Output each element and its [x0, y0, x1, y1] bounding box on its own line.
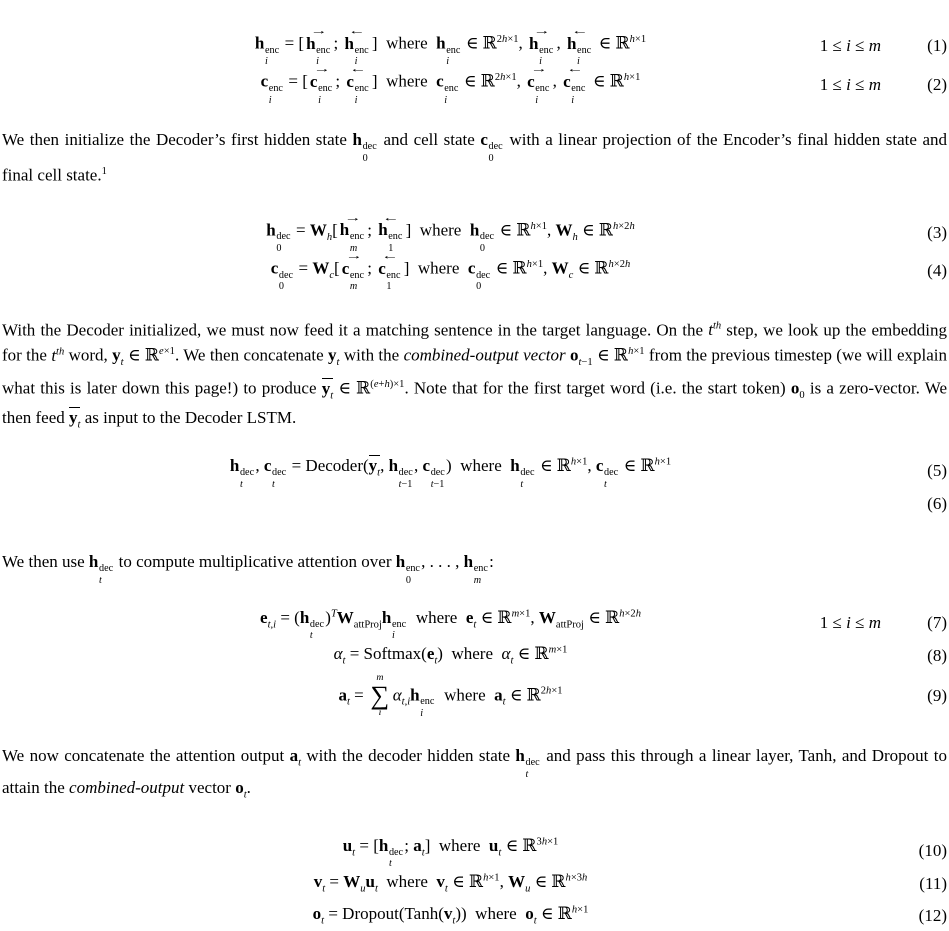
paragraph-decoder-init: We then initialize the Decoder’s first hidden state h dec 0 and cell state c dec 0 with a linear projection of the Encoder’s final hidden state and final cell state.$^1$: [2, 129, 947, 185]
equation-number: (9): [927, 685, 947, 705]
equation-row-8: [2, 641, 947, 671]
equation-body: $u_t = [h$ dec t ; $a_t$] where $u_t$ ∈ ℝ$^{3h\times 1}$: [342, 835, 559, 870]
equation-body: h dec t , c dec t = $Decoder(y_t$, h dec t−1 , c dec t−1 ) where h dec t ∈ ℝ$^{h\times 1}$, c dec t ∈ ℝ$^{h\times 1}$: [229, 455, 672, 490]
equation-block-output: [2, 835, 947, 931]
equation-constraint: 1 ≤ i ≤ m: [819, 612, 881, 632]
equation-row-4: [2, 251, 947, 293]
equation-constraint: 1 ≤ i ≤ m: [819, 74, 881, 94]
equation-number: (12): [918, 905, 947, 925]
equation-body: c enc i = [ → c enc i ; ← c enc i ] where c enc i ∈ ℝ$^{2h\times 1}$, → c enc i , ← c enc i ∈ ℝ$^{h\times 1}$: [260, 64, 641, 106]
equation-row-11: [2, 869, 947, 899]
equation-body: $o_t$ = $Dropout(Tanh(v_t))$ where $o_t$ ∈ ℝ$^{h\times 1}$: [312, 904, 589, 927]
equation-number: (6): [927, 493, 947, 513]
equation-number: (11): [919, 873, 947, 893]
equation-row-5: [2, 455, 947, 490]
equation-number: (1): [927, 36, 947, 56]
equation-number: (3): [927, 222, 947, 242]
equation-constraint: 1 ≤ i ≤ m: [819, 36, 881, 56]
paragraph-attention-intro: We then use h dec t to compute multiplicative attention over h enc 0 , . . . , h enc m :: [2, 551, 494, 586]
equation-row-10: [2, 835, 947, 870]
equation-number: (2): [927, 74, 947, 94]
paragraph-combined-output: We now concatenate the attention output $a_t$ with the decoder hidden state h dec t and pass this through a linear layer, Tanh, and Dropout to attain the combined-output vector $o_t$.: [2, 746, 947, 801]
equation-body: h enc i = [ → h enc i ; ← h enc i ] where h enc i ∈ ℝ$^{2h\times 1}$, → h enc i , ← h enc i ∈ ℝ$^{h\times 1}$: [254, 26, 647, 68]
equation-block-decoder-init: [2, 212, 947, 293]
equation-number: (10): [918, 840, 947, 860]
equation-block-encoder-states: [2, 26, 947, 106]
equation-body: $a_t$ = m ∑ i $\alpha_{t,i}h$ enc i where $a_t$ ∈ ℝ$^{2h\times 1}$: [338, 671, 563, 719]
equation-row-12: [2, 901, 947, 931]
equation-number: (8): [927, 645, 947, 665]
equation-body: h dec 0 = $W_h$[ → h enc m ; ← h enc 1 ] where h dec 0 ∈ ℝ$^{h\times 1}$, $W_h$ ∈ ℝ$^{h\times 2h}$: [266, 212, 635, 254]
equation-body: $e_{t,i} = (h$ dec t )$^TW_{attProj}h$ enc i where $e_t$ ∈ ℝ$^{m\times 1}$, $W_{attProj}$ ∈ ℝ$^{h\times 2h}$: [260, 607, 641, 642]
equation-row-9: [2, 673, 947, 720]
equation-row-1: [2, 26, 947, 68]
equation-body: c dec 0 = $W_c$[ → c enc m ; ← c enc 1 ] where c dec 0 ∈ ℝ$^{h\times 1}$, $W_c$ ∈ ℝ$^{h\times 2h}$: [270, 251, 631, 293]
equation-row-3: [2, 212, 947, 254]
equation-body: $\alpha_t$ = $Softmax(e_t)$ where $\alpha_t$ ∈ ℝ$^{m\times 1}$: [333, 644, 568, 667]
equation-row-2: [2, 64, 947, 106]
equation-number: (4): [927, 261, 947, 281]
equation-row-6: [2, 489, 947, 519]
equation-number: (7): [927, 612, 947, 632]
equation-block-decoder-step: [2, 455, 947, 519]
equation-number: (5): [927, 460, 947, 480]
equation-block-attention: [2, 607, 947, 720]
equation-body: $v_t = W_uu_t$ where $v_t$ ∈ ℝ$^{h\times 1}$, $W_u$ ∈ ℝ$^{h\times 3h}$: [313, 872, 588, 895]
equation-row-7: [2, 607, 947, 642]
paragraph-decoder-feeding: With the Decoder initialized, we must now feed it a matching sentence in the target language. On the $t^{th}$ step, we look up the embedding for the $t^{th}$ word, $y_t$ ∈ ℝ$^{e\times 1}$. We then concatenate $y_t$ with the combined-output vector $o_{t-1}$ ∈ ℝ$^{h\times 1}$ from the previous timestep (we will explain what this is later down this page!) to produce $y_t$ ∈ ℝ$^{(e+h)\times 1}$. Note that for the first target word (i.e. the start token) $o_0$ is a zero-vector. We then feed $y_t$ as input to the Decoder LSTM.: [2, 320, 947, 431]
